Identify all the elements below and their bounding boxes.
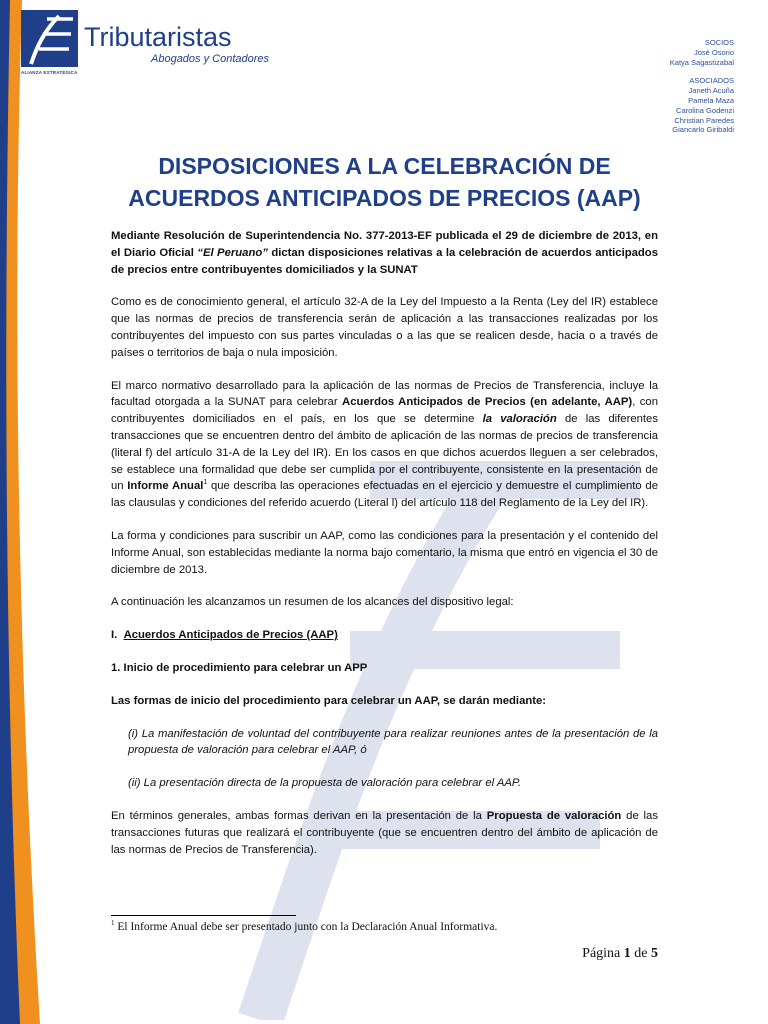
document-title [111, 150, 658, 214]
associate-name: Carolina Godenzi [676, 105, 734, 115]
document-body [111, 150, 658, 874]
partners-title: SOCIOS [704, 38, 734, 47]
footnote-divider [111, 915, 296, 916]
brand-subtitle: Abogados y Contadores [151, 53, 270, 65]
subsection-heading: 1. Inicio de procedimiento para celebrar un APP [111, 661, 368, 674]
paragraph: En términos generales, ambas formas derivan en la presentación de la Propuesta de valoración de las transacciones futuras que realizará el contribuyente (que se encuentren dentro del ámbito de aplicación de las normas de Precios de Transferencia). [111, 809, 658, 856]
paragraph: A continuación les alcanzamos un resumen de los alcances del dispositivo legal: [111, 596, 514, 609]
associate-name: Pamela Maza [688, 95, 734, 105]
brand-name: Tributaristas [84, 22, 232, 52]
paragraph: La forma y condiciones para suscribir un AAP, como las condiciones para la presentación y el contenido del Informe Anual, son establecidas mediante la norma bajo comentario, la misma que entró en vigencia el 30 de diciembre de 2013. [111, 529, 658, 576]
lead-paragraph: Mediante Resolución de Superintendencia No. 377-2013-EF publicada el 29 de diciembre de 2013, en el Diario Oficial “El Peruano” dictan disposiciones relativas a la celebración de acuerdos anticipados de precios entre contribuyentes domiciliados y la SUNAT [111, 230, 658, 276]
title-line: ACUERDOS ANTICIPADOS DE PRECIOS (AAP) [128, 185, 641, 211]
title-line: DISPOSICIONES A LA CELEBRACIÓN DE [158, 153, 611, 179]
page-number: Página 1 de 5 [582, 946, 658, 961]
associates-title: ASOCIADOS [689, 76, 734, 86]
list-item: (i) La manifestación de voluntad del contribuyente para realizar reuniones antes de la presentación de la propuesta de valoración para celebrar el AAP, ó [128, 727, 658, 757]
section-heading: I. Acuerdos Anticipados de Precios (AAP) [111, 629, 338, 642]
associate-name: Giancarlo Giribaldi [672, 125, 734, 135]
list-item: (ii) La presentación directa de la propuesta de valoración para celebrar el AAP. [128, 777, 522, 790]
partners-list [670, 38, 734, 135]
associate-name: Christian Paredes [674, 115, 734, 125]
left-decorative-band [0, 0, 40, 1024]
paragraph: El marco normativo desarrollado para la aplicación de las normas de Precios de Transferencia, incluye la facultad otorgada a la SUNAT para celebrar Acuerdos Anticipados de Precios (en adelante, AAP), con contribuyentes domiciliados en el país, en los que se determine la valoración de las diferentes transacciones que se encuentren dentro del ámbito de aplicación de las normas de precios de transferencia (literal f) del artículo 31-A de la Ley del IR). En los casos en que dichos acuerdos lleguen a ser celebrados, se establece una formalidad que debe ser cumplida por el contribuyente, consistente en la presentación de un Informe Anual$^1$ que describa las operaciones efectuadas en el ejercicio y demuestre el cumplimiento de las clausulas y condiciones del referido acuerdo (Literal l) del artículo 118 del Reglamento de la Ley del IR). [111, 379, 658, 510]
partner-name: Katya Sagastizabal [669, 57, 734, 67]
associate-name: Janeth Acuña [688, 86, 734, 96]
logo-mark [21, 10, 78, 67]
footnote-ref: 1 [203, 479, 208, 487]
logo-caption: ALIANZA ESTRATÉGICA [21, 70, 78, 75]
paragraph: Las formas de inicio del procedimiento para celebrar un AAP, se darán mediante: [111, 694, 547, 707]
footnote: $^1$ El Informe Anual debe ser presentado junto con la Declaración Anual Informativa. [111, 919, 498, 933]
paragraph: Como es de conocimiento general, el artículo 32-A de la Ley del Impuesto a la Renta (Ley del IR) establece que las normas de precios de transferencia serán de aplicación a las transacciones realizadas por los contribuyentes del impuesto con sus partes vinculadas o a las que se realicen desde, hacia o a través de países o territorios de baja o nula imposición. [111, 296, 658, 359]
partner-name: José Osorio [693, 47, 734, 57]
